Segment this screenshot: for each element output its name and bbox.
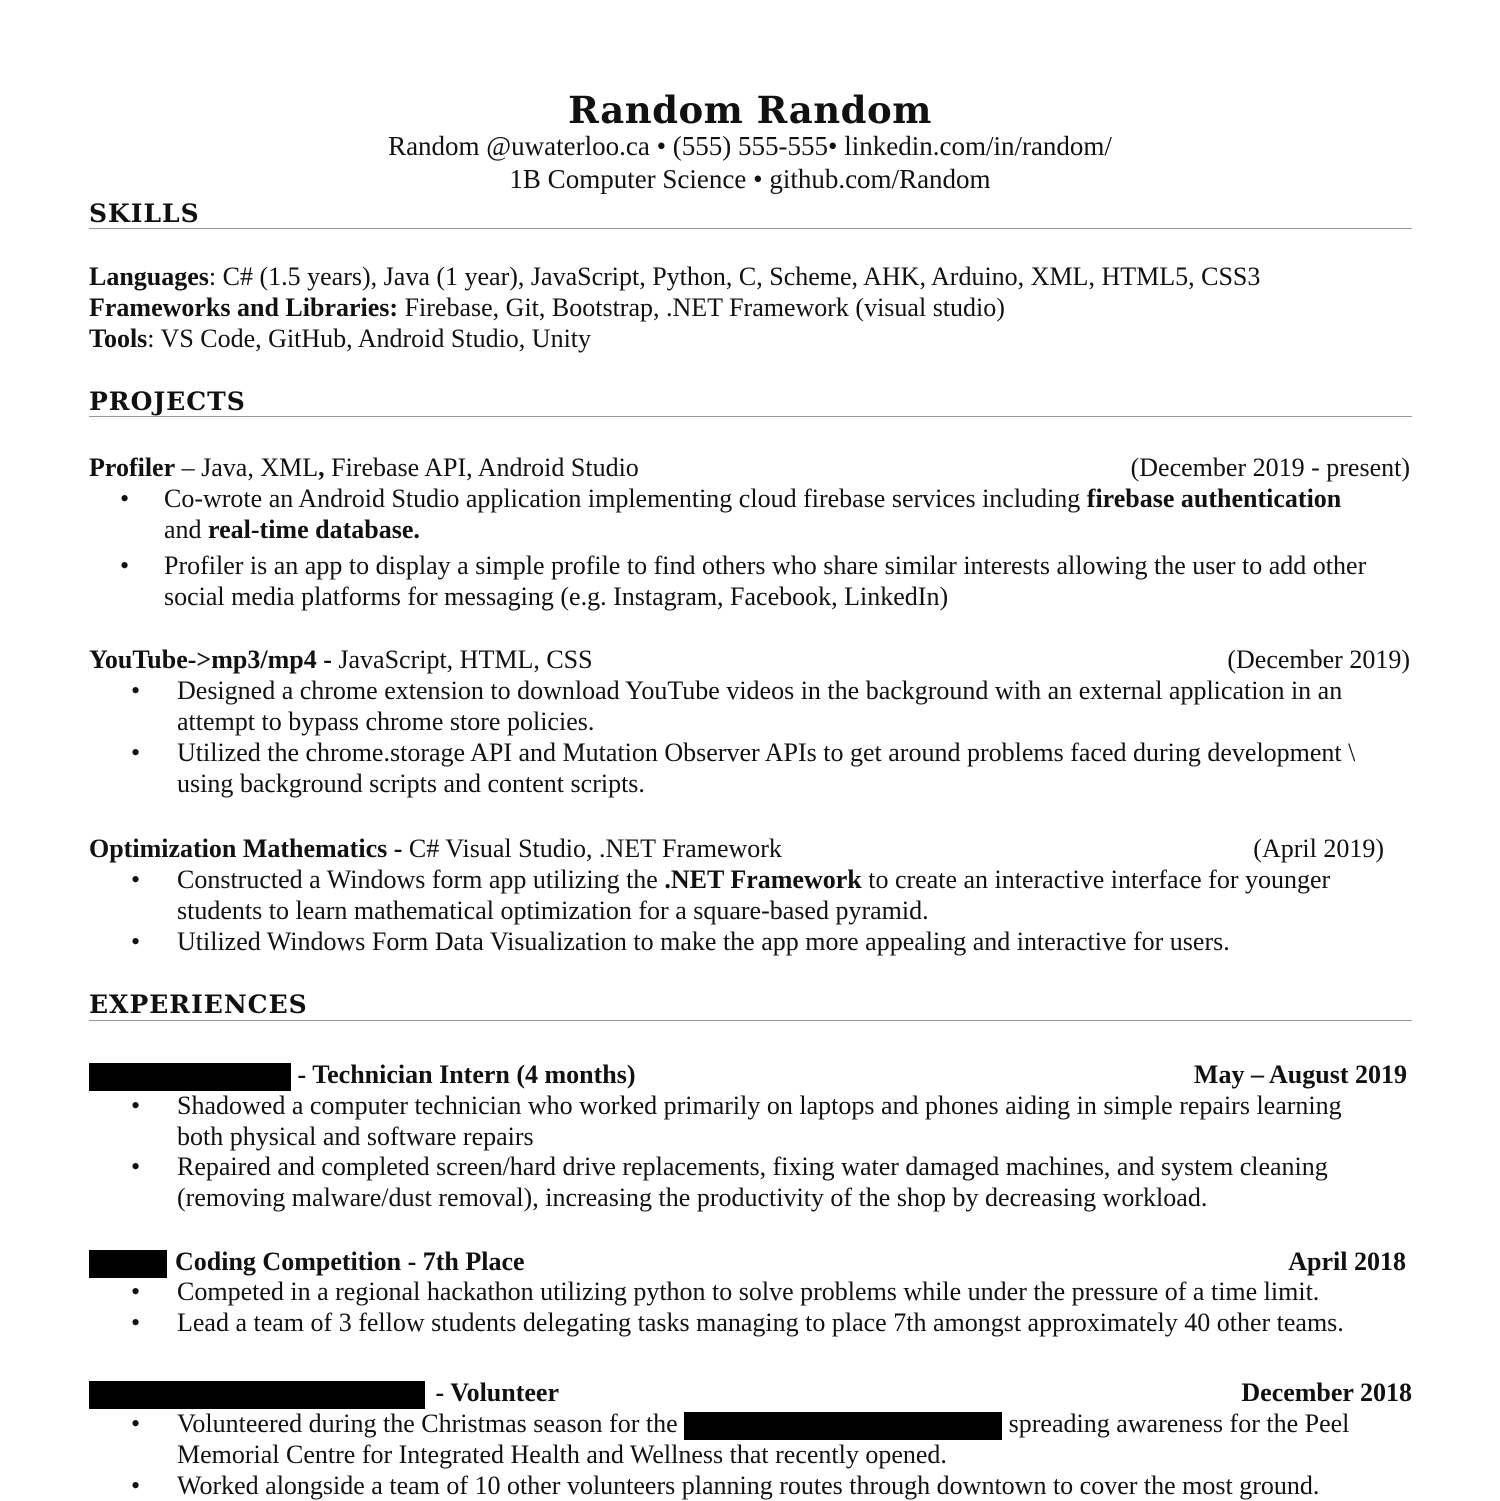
project-date: (December 2019 - present): [1130, 453, 1410, 482]
experience-title-line: [89, 1378, 559, 1409]
skills-frameworks-label: Frameworks and Libraries:: [89, 293, 399, 322]
resume-name: Random Random: [568, 88, 932, 132]
project-title: Optimization Mathematics -: [89, 834, 403, 863]
project-title-line: [89, 645, 593, 675]
skills-tools-value: : VS Code, GitHub, Android Studio, Unity: [147, 324, 592, 353]
section-heading-projects: PROJECTS: [89, 387, 246, 416]
bullet-icon: •: [131, 1308, 141, 1337]
bullet-text-bold: .NET Framework: [664, 865, 862, 894]
bullet-icon: •: [131, 738, 141, 767]
bullet-icon: •: [131, 865, 141, 894]
project-bullet-text: [177, 865, 1330, 895]
section-divider: [89, 228, 1412, 229]
project-bullet-text: students to learn mathematical optimization for a square-based pyramid.: [177, 896, 929, 925]
experience-date: December 2018: [1241, 1378, 1412, 1407]
project-date: (December 2019): [1227, 645, 1410, 674]
experience-bullet-text: Repaired and completed screen/hard drive replacements, fixing water damaged machines, and system cleaning: [177, 1152, 1328, 1181]
bullet-icon: •: [120, 551, 130, 580]
experience-title-line: [89, 1247, 525, 1278]
bullet-icon: •: [131, 1471, 141, 1500]
experience-date: May – August 2019: [1193, 1060, 1407, 1089]
project-date: (April 2019): [1253, 834, 1384, 863]
project-bullet-text: Profiler is an app to display a simple profile to find others who share similar interests allowing the user to add other: [164, 551, 1367, 580]
project-stack: Firebase API, Android Studio: [324, 453, 639, 482]
experience-bullet-text: both physical and software repairs: [177, 1122, 534, 1151]
project-title: YouTube->mp3/mp4 -: [89, 645, 332, 674]
bullet-text-part: and: [164, 515, 209, 544]
project-bullet-text: [164, 484, 1341, 514]
project-title: Profiler: [89, 453, 176, 482]
bullet-text-part: spreading awareness for the Peel: [1002, 1409, 1350, 1438]
bullet-text-part: Volunteered during the Christmas season for the: [177, 1409, 685, 1438]
bullet-text-part: Constructed a Windows form app utilizing the: [177, 865, 665, 894]
redacted-block: [684, 1412, 1002, 1440]
redacted-block: [89, 1381, 425, 1409]
skills-languages-value: : C# (1.5 years), Java (1 year), JavaScript, Python, C, Scheme, AHK, Arduino, XML, HTML5, CSS3: [208, 262, 1261, 291]
bullet-icon: •: [131, 1091, 141, 1120]
project-bullet-text: Utilized the chrome.storage API and Mutation Observer APIs to get around problems faced during development \: [177, 738, 1356, 767]
redacted-block: [89, 1063, 291, 1091]
bullet-text-bold: firebase authentication: [1086, 484, 1342, 513]
experience-bullet-text: Memorial Centre for Integrated Health and Wellness that recently opened.: [177, 1440, 947, 1469]
project-title-line: [89, 453, 639, 483]
project-stack: JavaScript, HTML, CSS: [331, 645, 593, 674]
experience-title-line: [89, 1060, 636, 1091]
skills-frameworks: [89, 293, 1005, 323]
experience-title: - Volunteer: [429, 1378, 559, 1407]
bullet-icon: •: [131, 1277, 141, 1306]
experience-bullet-text: [177, 1409, 1349, 1440]
redacted-block: [89, 1250, 167, 1278]
bullet-text-part: to create an interactive interface for younger: [861, 865, 1331, 894]
bullet-icon: •: [131, 676, 141, 705]
experience-title: - Technician Intern (4 months): [291, 1060, 636, 1089]
experience-bullet-text: Worked alongside a team of 10 other volunteers planning routes through downtown to cover the most ground.: [177, 1471, 1320, 1500]
skills-tools-label: Tools: [89, 324, 148, 353]
experience-bullet-text: (removing malware/dust removal), increasing the productivity of the shop by decreasing workload.: [177, 1183, 1208, 1212]
project-bullet-text: Designed a chrome extension to download YouTube videos in the background with an external application in an: [177, 676, 1343, 705]
project-bullet-text: using background scripts and content scripts.: [177, 769, 645, 798]
section-heading-experiences: EXPERIENCES: [89, 990, 308, 1019]
project-stack: – Java, XML: [175, 453, 319, 482]
project-stack: C# Visual Studio, .NET Framework: [402, 834, 782, 863]
section-heading-skills: SKILLS: [89, 199, 200, 228]
bullet-icon: •: [131, 927, 141, 956]
bullet-icon: •: [131, 1152, 141, 1181]
bullet-text-part: Co-wrote an Android Studio application implementing cloud firebase services including: [164, 484, 1087, 513]
skills-languages: [89, 262, 1260, 292]
skills-tools: [89, 324, 591, 354]
experience-date: April 2018: [1288, 1247, 1406, 1276]
project-bullet-text: attempt to bypass chrome store policies.: [177, 707, 595, 736]
project-bullet-text: Utilized Windows Form Data Visualization to make the app more appealing and interactive for users.: [177, 927, 1230, 956]
project-bullet-text: [164, 515, 420, 545]
project-title-line: [89, 834, 782, 864]
project-bullet-text: social media platforms for messaging (e.g. Instagram, Facebook, LinkedIn): [164, 582, 949, 611]
experience-bullet-text: Lead a team of 3 fellow students delegating tasks managing to place 7th amongst approximately 40 other teams.: [177, 1308, 1344, 1337]
skills-languages-label: Languages: [89, 262, 209, 291]
contact-line-1: Random @uwaterloo.ca • (555) 555-555• linkedin.com/in/random/: [388, 131, 1112, 161]
section-divider: [89, 1020, 1412, 1021]
experience-bullet-text: Competed in a regional hackathon utilizing python to solve problems while under the pressure of a time limit.: [177, 1277, 1320, 1306]
bullet-text-bold: real-time database.: [208, 515, 420, 544]
bullet-icon: •: [120, 484, 130, 513]
experience-title: Coding Competition - 7th Place: [175, 1247, 525, 1276]
experience-bullet-text: Shadowed a computer technician who worked primarily on laptops and phones aiding in simple repairs learning: [177, 1091, 1342, 1120]
section-divider: [89, 416, 1412, 417]
contact-line-2: 1B Computer Science • github.com/Random: [509, 164, 991, 194]
bullet-icon: •: [131, 1409, 141, 1438]
skills-frameworks-value: Firebase, Git, Bootstrap, .NET Framework (visual studio): [398, 293, 1005, 322]
project-stack-comma: ,: [318, 453, 325, 482]
